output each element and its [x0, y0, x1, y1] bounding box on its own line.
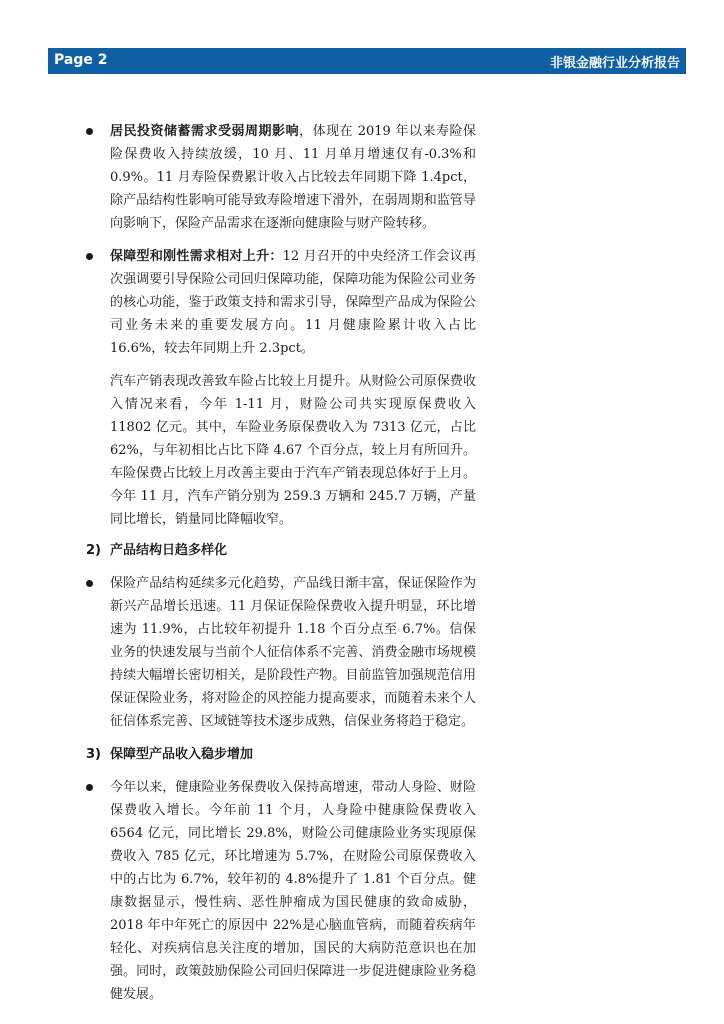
bullet-icon: [86, 253, 93, 260]
page-header-bar: [48, 48, 686, 74]
bullet-item: [86, 120, 476, 235]
section-heading: [86, 539, 476, 562]
bullet-item: [86, 572, 476, 733]
bullet-heading: 居民投资储蓄需求受弱周期影响: [110, 124, 300, 139]
bullet-text: 12 月召开的中央经济工作会议再次强调要引导保险公司回归保障功能，保障功能为保险公司业务的核心功能，鉴于政策支持和需求引导，保障型产品成为保险公司业务未来的重要发展方向。11 月健康险累计收入占比 16.6%，较去年同期上升 2.3pct。: [110, 249, 476, 356]
bullet-icon: [86, 128, 93, 135]
bullet-item: [86, 776, 476, 1006]
section-title: 保障型产品收入稳步增加: [110, 747, 254, 762]
bullet-text: ，体现在 2019 年以来寿险保险保费收入持续放缓，10 月、11 月单月增速仅有-0.3%和 0.9%。11 月寿险保费累计收入占比较去年同期下降 1.4pct，除产品结构性影响可能导致寿险增速下滑外，在弱周期和监管导向影响下，保险产品需求在逐渐向健康险与财产险转移。: [110, 124, 476, 231]
report-body: [86, 120, 476, 1016]
bullet-text: 今年以来，健康险业务保费收入保持高增速，带动人身险、财险保费收入增长。今年前 11 个月，人身险中健康险保费收入 6564 亿元，同比增长 29.8%，财险公司健康险业务实现原保费收入 785 亿元，环比增速为 5.7%，在财险公司原保费收入中的占比为 6.7%，较年初的 4.8%提升了 1.81 个百分点。健康数据显示，慢性病、恶性肿瘤成为国民健康的致命威胁，2018 年中年死亡的原因中 22%是心脑血管病，而随着疾病年轻化、对疾病信息关注度的增加，国民的大病防范意识也在加强。同时，政策鼓励保险公司回归保障进一步促进健康险业务稳健发展。: [110, 780, 476, 1002]
section-heading: [86, 743, 476, 766]
report-title: 非银金融行业分析报告: [549, 56, 680, 71]
page-number: Page 2: [54, 52, 108, 68]
bullet-item: [86, 245, 476, 360]
bullet-icon: [86, 784, 93, 791]
section-number: 2): [86, 543, 101, 558]
body-paragraph: 汽车产销表现改善致车险占比较上月提升。从财险公司原保费收入情况来看，今年 1-11 月，财险公司共实现原保费收入 11802 亿元。其中，车险业务原保费收入为 7313 亿元，占比 62%，与年初相比占比下降 4.67 个百分点，较上月有所回升。车险保费占比较上月改善主要由于汽车产销表现总体好于上月。今年 11 月，汽车产销分别为 259.3 万辆和 245.7 万辆，产量同比增长，销量同比降幅收窄。: [110, 374, 476, 527]
bullet-icon: [86, 580, 93, 587]
bullet-heading: 保障型和刚性需求相对上升：: [110, 249, 283, 264]
bullet-text: 保险产品结构延续多元化趋势，产品线日渐丰富，保证保险作为新兴产品增长迅速。11 月保证保险保费收入提升明显，环比增速为 11.9%，占比较年初提升 1.18 个百分点至 6.7%。信保业务的快速发展与当前个人征信体系不完善、消费金融市场规模持续大幅增长密切相关，是阶段性产物。目前监管加强规范信用保证保险业务，将对险企的风控能力提高要求，而随着未来个人征信体系完善、区域链等技术逐步成熟，信保业务将趋于稳定。: [110, 576, 476, 729]
section-title: 产品结构日趋多样化: [110, 543, 228, 558]
section-number: 3): [86, 747, 101, 762]
